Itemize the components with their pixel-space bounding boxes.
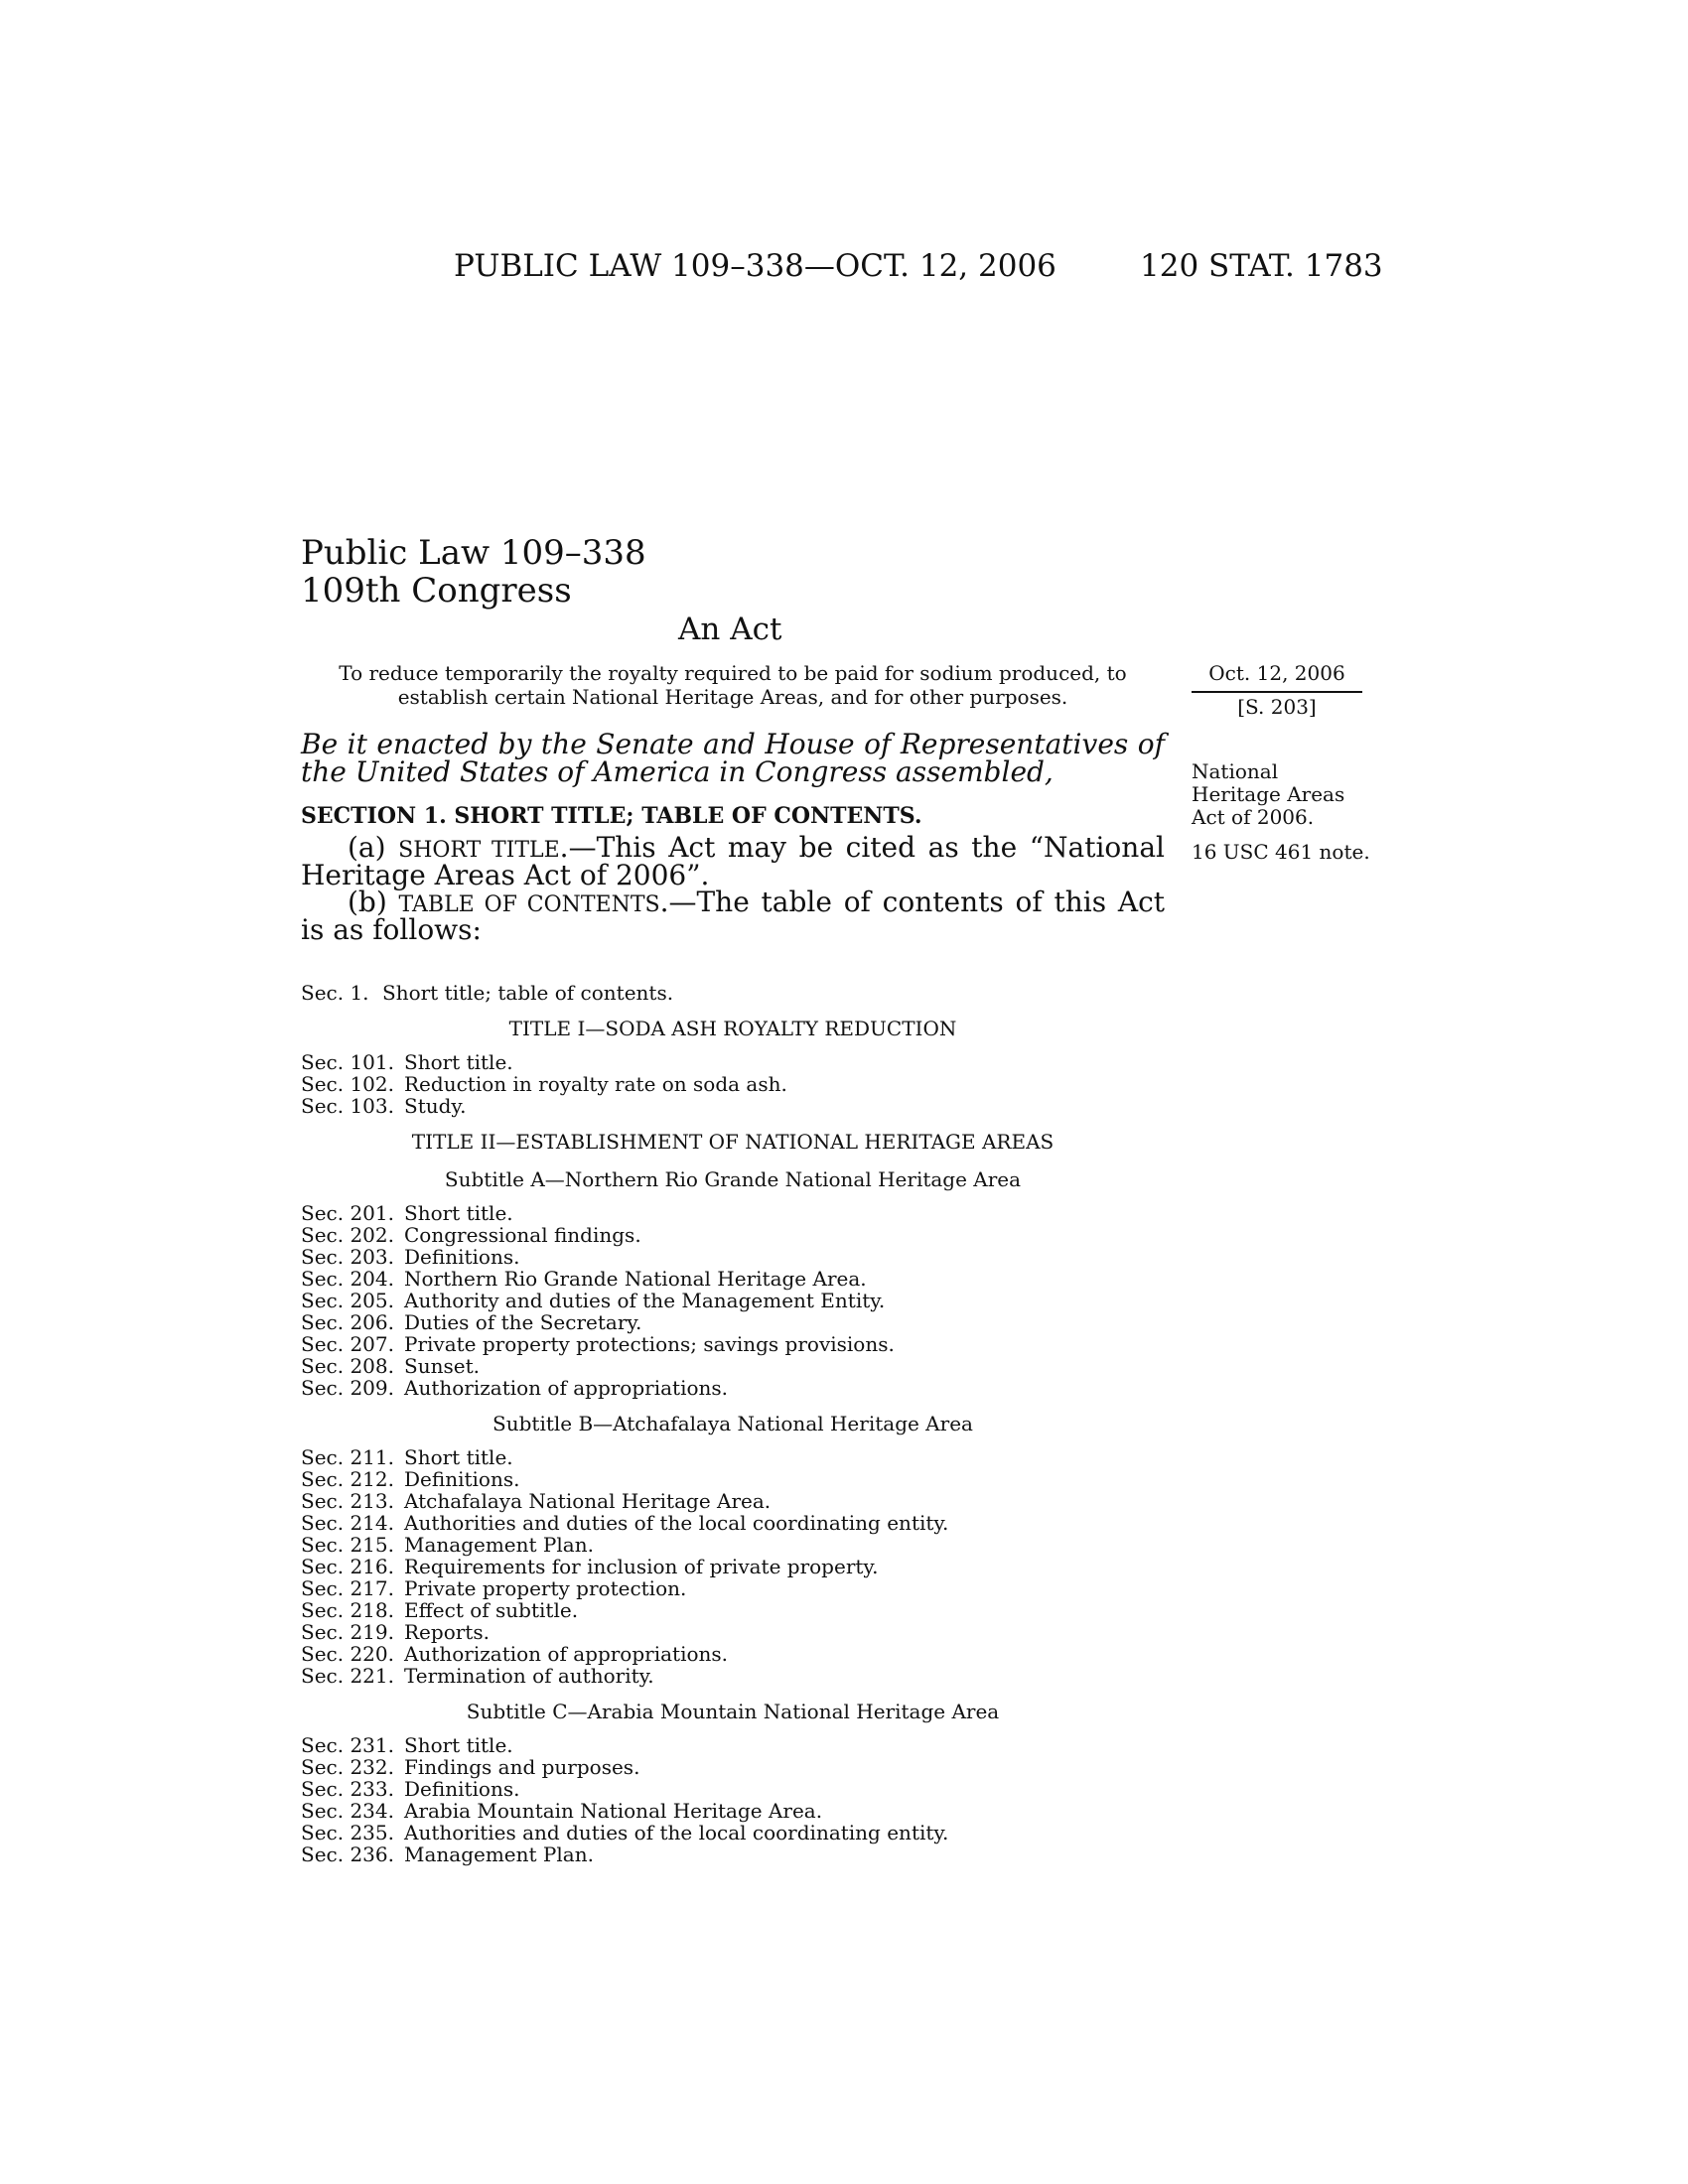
running-header-left: PUBLIC LAW 109–338—OCT. 12, 2006 <box>454 248 1056 284</box>
subsection-b-text-2: is as follows: <box>301 913 482 946</box>
toc-item: Sec. 202. Congressional findings. <box>301 1223 641 1247</box>
toc-subtitle-c-heading: Subtitle C—Arabia Mountain National Heritage Area <box>466 1700 1000 1723</box>
subsection-b-caption: TABLE OF CONTENTS <box>398 892 660 917</box>
toc-item: Sec. 213. Atchafalaya National Heritage Area. <box>301 1489 772 1513</box>
subsection-b-label: (b) <box>348 886 387 918</box>
enactment-date-note: Oct. 12, 2006 <box>1192 662 1362 693</box>
margin-note-short-title-line-1: National <box>1192 759 1279 783</box>
subsection-b-text-1: .—The table of contents of this Act <box>659 886 1165 918</box>
enacting-clause-line-2: the United States of America in Congress assembled, <box>301 755 1054 788</box>
toc-item: Sec. 235. Authorities and duties of the local coordinating entity. <box>301 1821 949 1844</box>
subsection-a-text-2: Heritage Areas Act of 2006”. <box>301 859 710 891</box>
purpose-line-1: To reduce temporarily the royalty required to be paid for sodium produced, to <box>339 661 1127 685</box>
subsection-a-caption: SHORT TITLE <box>398 838 560 863</box>
section-1-heading: SECTION 1. SHORT TITLE; TABLE OF CONTENTS. <box>301 803 922 829</box>
toc-item: Sec. 231. Short title. <box>301 1733 513 1757</box>
purpose-line-2: establish certain National Heritage Areas, and for other purposes. <box>397 685 1068 709</box>
toc-item: Sec. 206. Duties of the Secretary. <box>301 1310 642 1334</box>
toc-item: Sec. 219. Reports. <box>301 1620 490 1644</box>
toc-item: Sec. 211. Short title. <box>301 1445 513 1469</box>
toc-subtitle-a-heading: Subtitle A—Northern Rio Grande National Heritage Area <box>444 1167 1022 1191</box>
toc-title-1-heading: TITLE I—SODA ASH ROYALTY REDUCTION <box>508 1017 957 1040</box>
toc-item: Sec. 215. Management Plan. <box>301 1533 594 1557</box>
toc-item: Sec. 234. Arabia Mountain National Heritage Area. <box>301 1799 823 1823</box>
statute-page-number: 120 STAT. 1783 <box>1140 248 1383 284</box>
toc-item: Sec. 102. Reduction in royalty rate on soda ash. <box>301 1072 787 1096</box>
toc-item: Sec. 217. Private property protection. <box>301 1576 687 1600</box>
toc-item: Sec. 103. Study. <box>301 1094 467 1118</box>
toc-item: Sec. 232. Findings and purposes. <box>301 1755 640 1779</box>
toc-title-2-heading: TITLE II—ESTABLISHMENT OF NATIONAL HERITAGE AREAS <box>411 1130 1055 1154</box>
act-heading: An Act <box>678 612 782 647</box>
toc-item: Sec. 212. Definitions. <box>301 1467 520 1491</box>
congress-label: 109th Congress <box>301 571 572 611</box>
margin-note-short-title-line-3: Act of 2006. <box>1192 805 1315 829</box>
toc-item: Sec. 201. Short title. <box>301 1201 513 1225</box>
toc-item: Sec. 204. Northern Rio Grande National Heritage Area. <box>301 1267 867 1291</box>
toc-item: Sec. 203. Definitions. <box>301 1245 520 1269</box>
enacting-clause-line-1: Be it enacted by the Senate and House of Representatives of <box>301 728 1165 760</box>
subsection-a-label: (a) <box>348 831 386 864</box>
toc-item: Sec. 214. Authorities and duties of the local coordinating entity. <box>301 1511 949 1535</box>
margin-note-short-title-line-2: Heritage Areas <box>1192 782 1345 806</box>
toc-item: Sec. 233. Definitions. <box>301 1777 520 1801</box>
toc-item: Sec. 101. Short title. <box>301 1050 513 1074</box>
toc-item: Sec. 205. Authority and duties of the Management Entity. <box>301 1289 886 1312</box>
toc-item: Sec. 220. Authorization of appropriations. <box>301 1642 729 1666</box>
toc-subtitle-b-heading: Subtitle B—Atchafalaya National Heritage Area <box>492 1412 973 1435</box>
subsection-a-text-1: .—This Act may be cited as the “National <box>559 831 1165 864</box>
toc-item: Sec. 208. Sunset. <box>301 1354 480 1378</box>
toc-item: Sec. 216. Requirements for inclusion of private property. <box>301 1555 879 1578</box>
public-law-number: Public Law 109–338 <box>301 533 646 573</box>
toc-item: Sec. 209. Authorization of appropriations. <box>301 1376 729 1400</box>
toc-item: Sec. 207. Private property protections; savings provisions. <box>301 1332 895 1356</box>
toc-item: Sec. 236. Management Plan. <box>301 1843 594 1866</box>
toc-item: Sec. 1. Short title; table of contents. <box>301 981 674 1005</box>
toc-item: Sec. 218. Effect of subtitle. <box>301 1598 579 1622</box>
bill-number-note: [S. 203] <box>1237 695 1317 719</box>
margin-note-usc: 16 USC 461 note. <box>1192 840 1370 864</box>
toc-item: Sec. 221. Termination of authority. <box>301 1664 654 1688</box>
